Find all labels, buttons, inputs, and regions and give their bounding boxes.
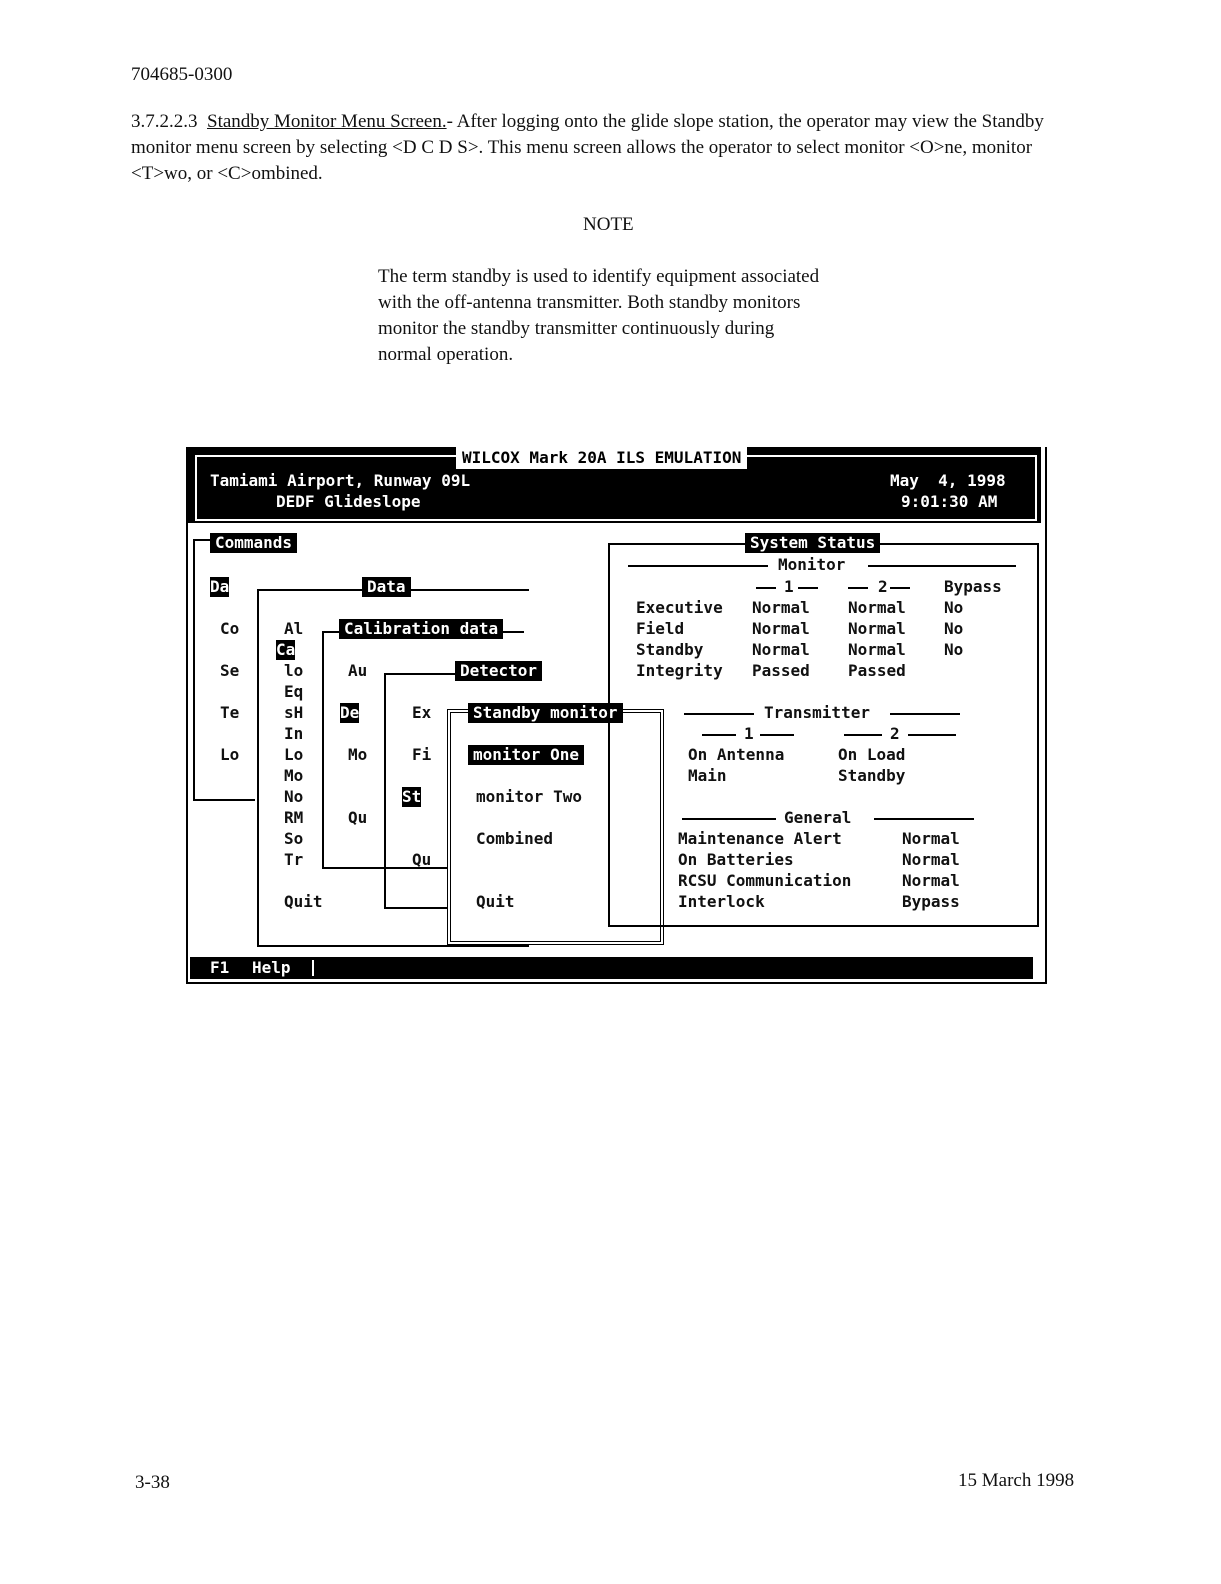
screen-title: WILCOX Mark 20A ILS EMULATION (456, 447, 747, 469)
monitor-row-m2: Normal (848, 598, 906, 617)
menu-item-monitor-one[interactable]: monitor One (468, 745, 584, 765)
monitor-row-m1: Normal (752, 598, 810, 617)
standby-monitor-title: Standby monitor (468, 703, 623, 723)
section-body: - After logging onto the glide slope station, the operator may view the Standby monitor menu screen by selecting <D C D S>. This menu screen allows the operator to select monitor <O>ne, monitor <T>wo, or <C>ombined. (131, 111, 1044, 184)
command-configure[interactable]: Co (220, 619, 240, 638)
command-logout[interactable]: Lo (220, 745, 240, 764)
monitor-row-bypass: No (944, 619, 964, 638)
monitor-row-m1: Normal (752, 619, 810, 638)
data-menu-title: Data (362, 577, 411, 597)
monitor-section-title: Monitor (778, 555, 846, 574)
monitor-row-m2: Normal (848, 640, 906, 659)
calibration-item-quit[interactable]: Qu (348, 808, 368, 827)
detector-item-standby[interactable]: St (402, 787, 422, 806)
transmitter-col-2: 2 (890, 724, 900, 743)
general-row-value: Bypass (902, 892, 960, 911)
monitor-row-bypass: No (944, 598, 964, 617)
terminal-screen (186, 447, 1047, 984)
command-test[interactable]: Te (220, 703, 240, 722)
detector-item-field[interactable]: Fi (412, 745, 432, 764)
monitor-row-m2: Normal (848, 619, 906, 638)
data-item-lo2[interactable]: Lo (284, 745, 304, 764)
menu-item-combined[interactable]: Combined (476, 829, 554, 848)
f1-key[interactable]: F1 (210, 958, 230, 977)
general-row-name: Interlock (678, 892, 765, 911)
data-item-lo[interactable]: lo (284, 661, 304, 680)
monitor-row-m1: Passed (752, 661, 810, 680)
transmitter-section-title: Transmitter (764, 703, 870, 722)
note-heading: NOTE (583, 214, 634, 235)
transmitter-tx2-state: On Load (838, 745, 906, 764)
general-row-value: Normal (902, 871, 960, 890)
monitor-col-bypass: Bypass (944, 577, 1002, 596)
calibration-item-auto[interactable]: Au (348, 661, 368, 680)
section-number: 3.7.2.2.3 (131, 111, 198, 132)
detector-item-quit[interactable]: Qu (412, 850, 432, 869)
data-item-rm[interactable]: RM (284, 808, 304, 827)
monitor-row-name: Integrity (636, 661, 723, 680)
monitor-row-name: Field (636, 619, 685, 638)
general-row-name: On Batteries (678, 850, 794, 869)
monitor-col-2: 2 (878, 577, 888, 596)
data-item-no[interactable]: No (284, 787, 304, 806)
transmitter-tx1-state: On Antenna (688, 745, 785, 764)
calibration-item-monitor[interactable]: Mo (348, 745, 368, 764)
commands-title: Commands (210, 533, 297, 553)
transmitter-col-1: 1 (744, 724, 754, 743)
data-item-eq[interactable]: Eq (284, 682, 304, 701)
data-item-sh[interactable]: sH (284, 703, 304, 722)
data-item-calibration[interactable]: Ca (276, 640, 296, 659)
note-body: The term standby is used to identify equipment associated with the off-antenna transmitter. Both standby monitors monitor the standby transmitter continuously during normal operation. (378, 266, 820, 365)
monitor-row-m1: Normal (752, 640, 810, 659)
help-label[interactable]: Help (252, 958, 291, 977)
general-section-title: General (784, 808, 852, 827)
detector-item-executive[interactable]: Ex (412, 703, 432, 722)
header-date: May 4, 1998 (890, 471, 1006, 490)
station-name: DEDF Glideslope (276, 492, 421, 511)
monitor-row-m2: Passed (848, 661, 906, 680)
data-item-alarms[interactable]: Al (284, 619, 304, 638)
section-title: Standby Monitor Menu Screen. (207, 111, 447, 132)
monitor-col-1: 1 (784, 577, 794, 596)
screen-header (188, 447, 1041, 523)
data-item-mo[interactable]: Mo (284, 766, 304, 785)
calibration-menu-title: Calibration data (339, 619, 503, 639)
menu-item-monitor-two[interactable]: monitor Two (476, 787, 582, 806)
monitor-row-name: Standby (636, 640, 704, 659)
system-status-title: System Status (745, 533, 880, 553)
detector-menu-title: Detector (455, 661, 542, 681)
section-paragraph (131, 109, 1091, 187)
function-key-bar (190, 957, 1033, 979)
document-number: 704685-0300 (131, 64, 233, 85)
command-data[interactable]: Da (210, 577, 230, 596)
monitor-row-name: Executive (636, 598, 723, 617)
general-row-value: Normal (902, 850, 960, 869)
menu-item-quit[interactable]: Quit (476, 892, 515, 911)
data-item-quit[interactable]: Quit (284, 892, 323, 911)
monitor-row-bypass: No (944, 640, 964, 659)
data-item-tr[interactable]: Tr (284, 850, 304, 869)
general-row-name: Maintenance Alert (678, 829, 842, 848)
transmitter-tx1-role: Main (688, 766, 727, 785)
data-item-in[interactable]: In (284, 724, 304, 743)
document-date: 15 March 1998 (958, 1470, 1075, 1491)
data-item-so[interactable]: So (284, 829, 304, 848)
general-row-value: Normal (902, 829, 960, 848)
command-security[interactable]: Se (220, 661, 240, 680)
page-number: 3-38 (135, 1472, 170, 1493)
site-name: Tamiami Airport, Runway 09L (210, 471, 471, 490)
transmitter-tx2-role: Standby (838, 766, 906, 785)
calibration-item-detector[interactable]: De (340, 703, 360, 722)
general-row-name: RCSU Communication (678, 871, 852, 890)
header-time: 9:01:30 AM (901, 492, 998, 511)
